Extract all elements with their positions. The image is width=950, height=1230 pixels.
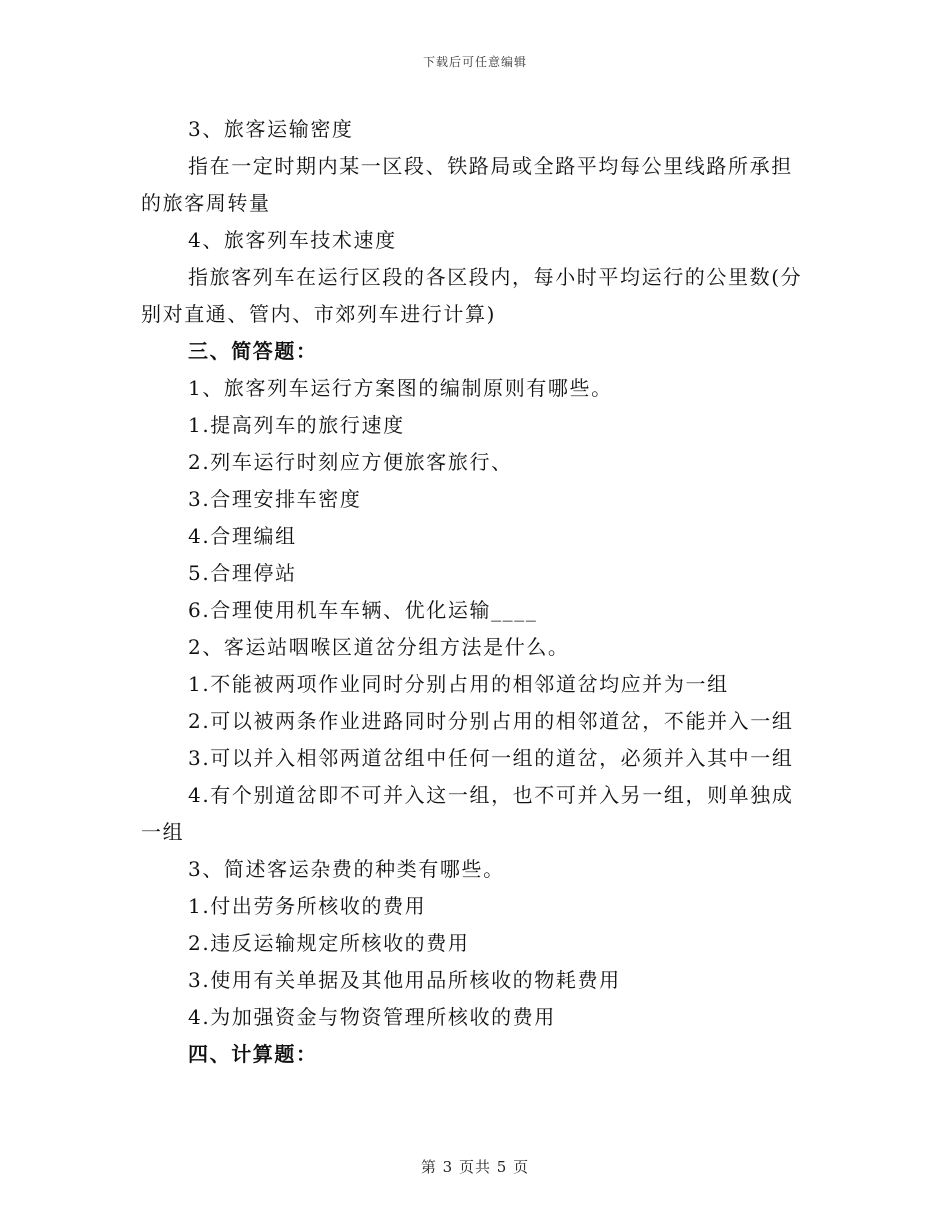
list-item: 3.合理安排车密度 xyxy=(188,487,362,511)
list-item: 4.合理编组 xyxy=(188,524,297,548)
paragraph-line: 的旅客周转量 xyxy=(141,191,271,215)
list-item: 2.违反运输规定所核收的费用 xyxy=(188,931,470,955)
part-heading-short-answer: 三、简答题： xyxy=(188,339,318,363)
list-item-continuation: 一组 xyxy=(141,820,185,844)
part-heading-calculation: 四、计算题： xyxy=(188,1042,318,1066)
question-3: 3、简述客运杂费的种类有哪些。 xyxy=(188,857,505,881)
page-header: 下载后可任意编辑 xyxy=(422,55,527,69)
question-1: 1、旅客列车运行方案图的编制原则有哪些。 xyxy=(188,376,613,400)
paragraph-line: 指旅客列车在运行区段的各区段内，每小时平均运行的公里数(分 xyxy=(188,265,803,289)
paragraph-line: 别对直通、管内、市郊列车进行计算) xyxy=(141,302,497,326)
document-body xyxy=(141,111,809,1073)
list-item: 3.可以并入相邻两道岔组中任何一组的道岔，必须并入其中一组 xyxy=(188,746,794,770)
list-item: 6.合理使用机车车辆、优化运输____ xyxy=(188,598,538,622)
list-item: 5.合理停站 xyxy=(188,561,297,585)
page-number: 第 3 页共 5 页 xyxy=(420,1158,530,1176)
question-2: 2、客运站咽喉区道岔分组方法是什么。 xyxy=(188,635,570,659)
section-title-train-speed: 4、旅客列车技术速度 xyxy=(188,228,397,252)
list-item: 1.付出劳务所核收的费用 xyxy=(188,894,427,918)
list-item: 2.列车运行时刻应方便旅客旅行、 xyxy=(188,450,513,474)
list-item: 1.提高列车的旅行速度 xyxy=(188,413,405,437)
list-item: 4.有个别道岔即不可并入这一组，也不可并入另一组，则单独成 xyxy=(188,783,794,807)
list-item: 2.可以被两条作业进路同时分别占用的相邻道岔，不能并入一组 xyxy=(188,709,794,733)
paragraph-line: 指在一定时期内某一区段、铁路局或全路平均每公里线路所承担 xyxy=(188,154,793,178)
list-item: 1.不能被两项作业同时分别占用的相邻道岔均应并为一组 xyxy=(188,672,729,696)
section-title-passenger-density: 3、旅客运输密度 xyxy=(188,117,354,141)
list-item: 3.使用有关单据及其他用品所核收的物耗费用 xyxy=(188,968,621,992)
list-item: 4.为加强资金与物资管理所核收的费用 xyxy=(188,1005,556,1029)
